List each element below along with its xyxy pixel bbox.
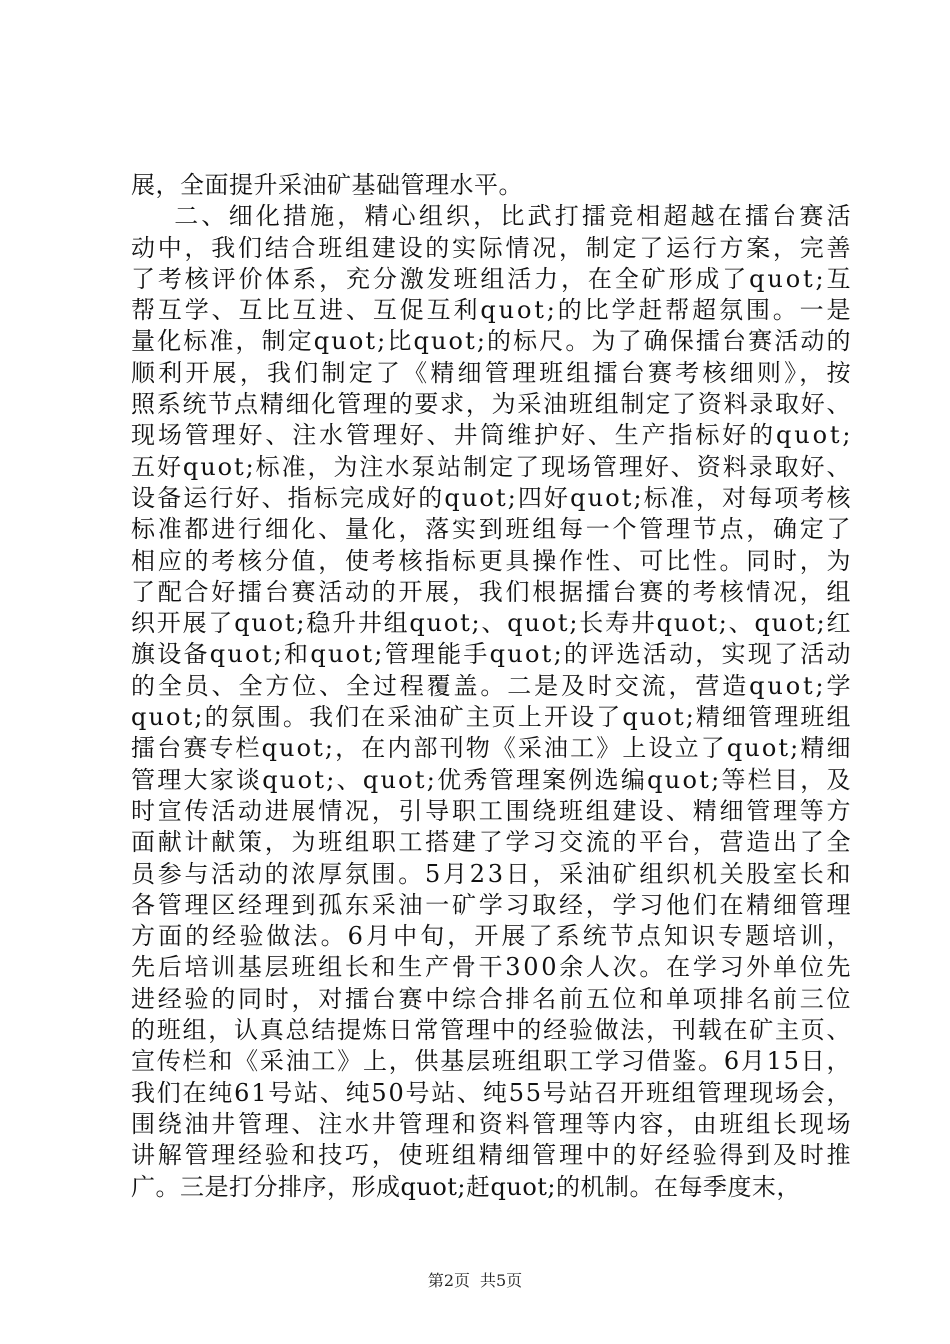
text-line: 我们在纯61号站、纯50号站、纯55号站召开班组管理现场会， [131,1078,853,1107]
body-text [131,170,854,1203]
text-line: 员参与活动的浓厚氛围。5月23日，采油矿组织机关股室长和 [131,859,854,888]
page-number: 第2页 [427,1271,470,1290]
text-line: 织开展了quot;稳升井组quot;、quot;长寿井quot;、quot;红 [131,609,853,638]
text-line: 的全员、全方位、全过程覆盖。二是及时交流，营造quot;学 [131,671,854,700]
text-line: 先后培训基层班组长和生产骨干300余人次。在学习外单位先 [131,953,854,982]
text-line: 照系统节点精细化管理的要求，为采油班组制定了资料录取好、 [131,390,853,419]
text-line: 面献计献策，为班组职工搭建了学习交流的平台，营造出了全 [131,828,854,857]
text-line: 相应的考核分值，使考核指标更具操作性、可比性。同时，为 [131,546,854,575]
text-line: 围绕油井管理、注水井管理和资料管理等内容，由班组长现场 [131,1109,854,1138]
text-line: 二、细化措施，精心组织，比武打擂竞相超越在擂台赛活 [131,202,854,231]
text-line: 各管理区经理到孤东采油一矿学习取经，学习他们在精细管理 [131,890,854,919]
text-line: 方面的经验做法。6月中旬，开展了系统节点知识专题培训， [131,922,854,951]
text-line: 帮互学、互比互进、互促互利quot;的比学赶帮超氛围。一是 [131,296,854,325]
text-line: 擂台赛专栏quot;，在内部刊物《采油工》上设立了quot;精细 [131,734,853,763]
text-line: 动中，我们结合班组建设的实际情况，制定了运行方案，完善 [131,233,854,262]
text-line: 五好quot;标准，为注水泵站制定了现场管理好、资料录取好、 [131,452,853,481]
text-line: 的班组，认真总结提炼日常管理中的经验做法，刊载在矿主页、 [131,1016,853,1045]
text-line: 现场管理好、注水管理好、井筒维护好、生产指标好的quot; [131,421,854,450]
text-line: 广。三是打分排序，形成quot;赶quot;的机制。在每季度末， [131,1172,801,1201]
text-line: 标准都进行细化、量化，落实到班组每一个管理节点，确定了 [131,515,854,544]
text-line: 讲解管理经验和技巧，使班组精细管理中的好经验得到及时推 [131,1141,854,1170]
text-line: 时宣传活动进展情况，引导职工围绕班组建设、精细管理等方 [131,796,854,825]
text-line: 了考核评价体系，充分激发班组活力，在全矿形成了quot;互 [131,264,854,293]
text-line: quot;的氛围。我们在采油矿主页上开设了quot;精细管理班组 [131,703,853,732]
text-line: 量化标准，制定quot;比quot;的标尺。为了确保擂台赛活动的 [131,327,853,356]
page-footer [0,1268,950,1291]
text-line: 进经验的同时，对擂台赛中综合排名前五位和单项排名前三位 [131,984,854,1013]
text-line: 旗设备quot;和quot;管理能手quot;的评选活动，实现了活动 [131,640,853,669]
text-line: 宣传栏和《采油工》上，供基层班组职工学习借鉴。6月15日， [131,1047,853,1076]
text-line: 顺利开展，我们制定了《精细管理班组擂台赛考核细则》，按 [131,358,854,387]
text-line: 管理大家谈quot;、quot;优秀管理案例选编quot;等栏目，及 [131,765,853,794]
text-line: 展，全面提升采油矿基础管理水平。 [131,171,523,199]
page-total: 共5页 [480,1271,523,1290]
text-line: 设备运行好、指标完成好的quot;四好quot;标准，对每项考核 [131,483,853,512]
text-line: 了配合好擂台赛活动的开展，我们根据擂台赛的考核情况，组 [131,577,854,606]
